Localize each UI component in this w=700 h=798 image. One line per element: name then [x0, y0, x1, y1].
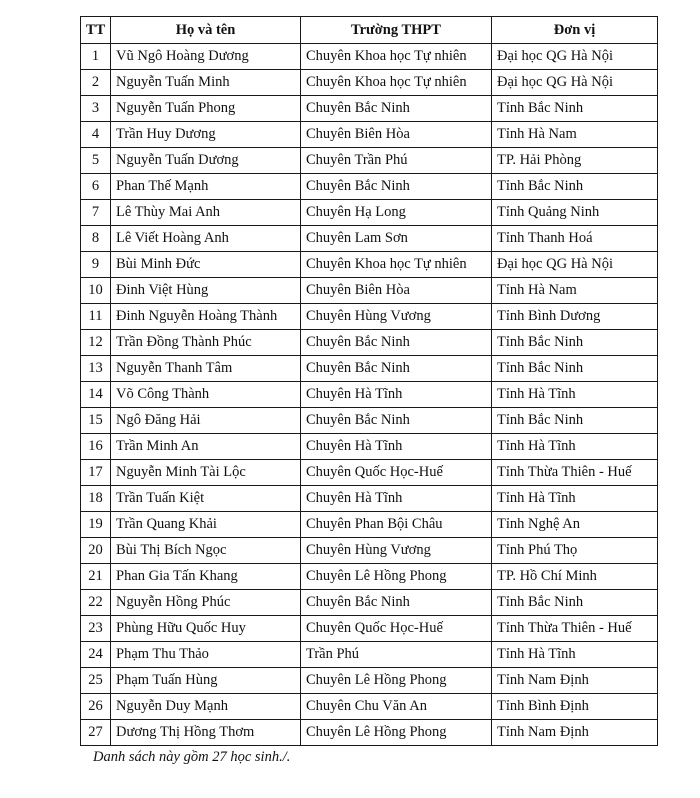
cell-unit: Tỉnh Bắc Ninh	[492, 174, 658, 200]
cell-unit: Tỉnh Hà Nam	[492, 122, 658, 148]
cell-school: Chuyên Bắc Ninh	[301, 590, 492, 616]
cell-tt: 10	[81, 278, 111, 304]
cell-full-name: Nguyễn Thanh Tâm	[111, 356, 301, 382]
cell-unit: Tỉnh Quảng Ninh	[492, 200, 658, 226]
cell-tt: 26	[81, 694, 111, 720]
cell-full-name: Võ Công Thành	[111, 382, 301, 408]
cell-full-name: Ngô Đăng Hải	[111, 408, 301, 434]
cell-unit: Tỉnh Nghệ An	[492, 512, 658, 538]
table-row	[81, 70, 658, 96]
cell-unit: Tỉnh Hà Nam	[492, 278, 658, 304]
cell-unit: Tỉnh Bắc Ninh	[492, 330, 658, 356]
cell-school: Chuyên Lam Sơn	[301, 226, 492, 252]
cell-school: Chuyên Lê Hồng Phong	[301, 564, 492, 590]
table-row	[81, 174, 658, 200]
list-summary-note: Danh sách này gồm 27 học sinh./.	[93, 749, 291, 765]
table-row	[81, 590, 658, 616]
cell-unit: Đại học QG Hà Nội	[492, 70, 658, 96]
table-row	[81, 538, 658, 564]
cell-unit: Tỉnh Bắc Ninh	[492, 590, 658, 616]
cell-unit: Tỉnh Thừa Thiên - Huế	[492, 460, 658, 486]
cell-full-name: Nguyễn Duy Mạnh	[111, 694, 301, 720]
cell-school: Chuyên Hà Tĩnh	[301, 434, 492, 460]
table-row	[81, 252, 658, 278]
cell-school: Chuyên Bắc Ninh	[301, 330, 492, 356]
cell-tt: 11	[81, 304, 111, 330]
table-row	[81, 122, 658, 148]
table-row	[81, 304, 658, 330]
cell-unit: Tỉnh Hà Tĩnh	[492, 486, 658, 512]
table-row	[81, 486, 658, 512]
cell-full-name: Phan Gia Tấn Khang	[111, 564, 301, 590]
cell-tt: 20	[81, 538, 111, 564]
cell-full-name: Dương Thị Hồng Thơm	[111, 720, 301, 746]
cell-full-name: Lê Thùy Mai Anh	[111, 200, 301, 226]
cell-full-name: Vũ Ngô Hoàng Dương	[111, 44, 301, 70]
header-school: Trường THPT	[301, 17, 492, 44]
table-row	[81, 408, 658, 434]
cell-tt: 21	[81, 564, 111, 590]
table-row	[81, 512, 658, 538]
cell-school: Chuyên Hùng Vương	[301, 538, 492, 564]
cell-unit: Tỉnh Hà Tĩnh	[492, 434, 658, 460]
cell-school: Chuyên Hà Tĩnh	[301, 486, 492, 512]
cell-tt: 12	[81, 330, 111, 356]
cell-full-name: Phan Thế Mạnh	[111, 174, 301, 200]
cell-unit: Tỉnh Hà Tĩnh	[492, 382, 658, 408]
table-row	[81, 434, 658, 460]
cell-full-name: Nguyễn Tuấn Minh	[111, 70, 301, 96]
cell-school: Chuyên Bắc Ninh	[301, 96, 492, 122]
cell-tt: 17	[81, 460, 111, 486]
cell-unit: Tỉnh Nam Định	[492, 720, 658, 746]
cell-unit: Đại học QG Hà Nội	[492, 44, 658, 70]
cell-school: Chuyên Phan Bội Châu	[301, 512, 492, 538]
cell-full-name: Trần Minh An	[111, 434, 301, 460]
cell-full-name: Phùng Hữu Quốc Huy	[111, 616, 301, 642]
table-row	[81, 616, 658, 642]
cell-school: Chuyên Bắc Ninh	[301, 174, 492, 200]
cell-tt: 25	[81, 668, 111, 694]
cell-tt: 6	[81, 174, 111, 200]
table-row	[81, 200, 658, 226]
table-body	[81, 44, 658, 746]
table-row	[81, 44, 658, 70]
table-row	[81, 720, 658, 746]
cell-unit: Đại học QG Hà Nội	[492, 252, 658, 278]
cell-tt: 24	[81, 642, 111, 668]
table-row	[81, 148, 658, 174]
cell-school: Trần Phú	[301, 642, 492, 668]
cell-school: Chuyên Hà Tĩnh	[301, 382, 492, 408]
cell-unit: Tỉnh Phú Thọ	[492, 538, 658, 564]
cell-unit: Tỉnh Bắc Ninh	[492, 356, 658, 382]
cell-unit: Tỉnh Thanh Hoá	[492, 226, 658, 252]
table-row	[81, 668, 658, 694]
cell-full-name: Phạm Thu Thảo	[111, 642, 301, 668]
cell-tt: 8	[81, 226, 111, 252]
cell-tt: 15	[81, 408, 111, 434]
cell-school: Chuyên Khoa học Tự nhiên	[301, 70, 492, 96]
cell-school: Chuyên Khoa học Tự nhiên	[301, 44, 492, 70]
cell-tt: 1	[81, 44, 111, 70]
cell-school: Chuyên Hạ Long	[301, 200, 492, 226]
table-row	[81, 694, 658, 720]
cell-tt: 9	[81, 252, 111, 278]
cell-unit: TP. Hồ Chí Minh	[492, 564, 658, 590]
cell-full-name: Nguyễn Minh Tài Lộc	[111, 460, 301, 486]
cell-tt: 2	[81, 70, 111, 96]
cell-unit: Tỉnh Hà Tĩnh	[492, 642, 658, 668]
cell-tt: 4	[81, 122, 111, 148]
cell-unit: TP. Hải Phòng	[492, 148, 658, 174]
table-row	[81, 96, 658, 122]
cell-tt: 27	[81, 720, 111, 746]
header-name: Họ và tên	[111, 17, 301, 44]
table-row	[81, 642, 658, 668]
cell-unit: Tỉnh Bắc Ninh	[492, 96, 658, 122]
cell-tt: 19	[81, 512, 111, 538]
cell-unit: Tỉnh Bình Định	[492, 694, 658, 720]
cell-tt: 14	[81, 382, 111, 408]
cell-full-name: Trần Đồng Thành Phúc	[111, 330, 301, 356]
cell-tt: 3	[81, 96, 111, 122]
cell-school: Chuyên Chu Văn An	[301, 694, 492, 720]
table-row	[81, 460, 658, 486]
cell-school: Chuyên Khoa học Tự nhiên	[301, 252, 492, 278]
cell-unit: Tỉnh Bình Dương	[492, 304, 658, 330]
cell-unit: Tỉnh Bắc Ninh	[492, 408, 658, 434]
cell-full-name: Trần Quang Khải	[111, 512, 301, 538]
cell-school: Chuyên Bắc Ninh	[301, 356, 492, 382]
cell-tt: 22	[81, 590, 111, 616]
cell-school: Chuyên Quốc Học-Huế	[301, 460, 492, 486]
cell-full-name: Nguyễn Tuấn Phong	[111, 96, 301, 122]
table-row	[81, 330, 658, 356]
student-roster-table	[80, 16, 658, 746]
cell-full-name: Bùi Thị Bích Ngọc	[111, 538, 301, 564]
cell-school: Chuyên Biên Hòa	[301, 278, 492, 304]
table-row	[81, 278, 658, 304]
cell-school: Chuyên Lê Hồng Phong	[301, 668, 492, 694]
cell-tt: 5	[81, 148, 111, 174]
table-row	[81, 356, 658, 382]
cell-full-name: Trần Huy Dương	[111, 122, 301, 148]
cell-full-name: Bùi Minh Đức	[111, 252, 301, 278]
cell-school: Chuyên Biên Hòa	[301, 122, 492, 148]
cell-tt: 16	[81, 434, 111, 460]
cell-full-name: Lê Viết Hoàng Anh	[111, 226, 301, 252]
table-row	[81, 564, 658, 590]
cell-school: Chuyên Bắc Ninh	[301, 408, 492, 434]
cell-school: Chuyên Quốc Học-Huế	[301, 616, 492, 642]
cell-unit: Tỉnh Nam Định	[492, 668, 658, 694]
cell-tt: 13	[81, 356, 111, 382]
cell-full-name: Nguyễn Hồng Phúc	[111, 590, 301, 616]
header-tt: TT	[81, 17, 111, 44]
cell-full-name: Nguyễn Tuấn Dương	[111, 148, 301, 174]
cell-tt: 7	[81, 200, 111, 226]
cell-full-name: Đinh Nguyễn Hoàng Thành	[111, 304, 301, 330]
table-header-row	[81, 17, 658, 44]
cell-full-name: Phạm Tuấn Hùng	[111, 668, 301, 694]
table-row	[81, 226, 658, 252]
table-row	[81, 382, 658, 408]
header-unit: Đơn vị	[492, 17, 658, 44]
cell-unit: Tỉnh Thừa Thiên - Huế	[492, 616, 658, 642]
cell-school: Chuyên Hùng Vương	[301, 304, 492, 330]
cell-tt: 23	[81, 616, 111, 642]
cell-tt: 18	[81, 486, 111, 512]
cell-full-name: Đinh Việt Hùng	[111, 278, 301, 304]
cell-school: Chuyên Lê Hồng Phong	[301, 720, 492, 746]
cell-full-name: Trần Tuấn Kiệt	[111, 486, 301, 512]
cell-school: Chuyên Trần Phú	[301, 148, 492, 174]
